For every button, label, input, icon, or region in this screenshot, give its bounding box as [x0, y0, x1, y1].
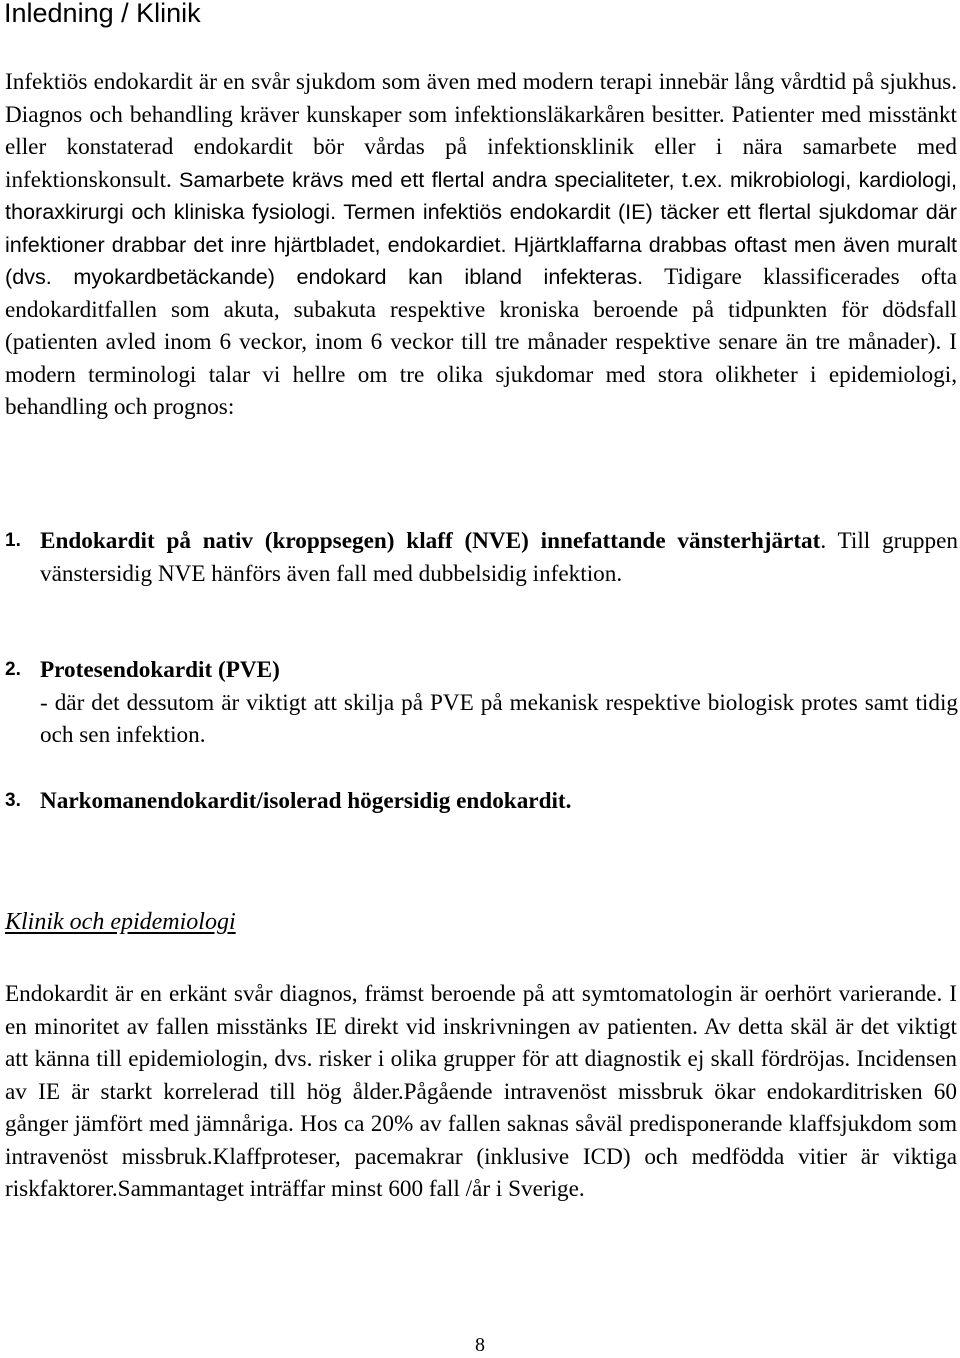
section-heading: Inledning / Klinik	[4, 0, 201, 28]
list-text: - där det dessutom är viktigt att skilja på PVE på mekanisk respektive biologisk protes samt tidig och sen infektion.	[40, 689, 958, 748]
page-number: 8	[475, 1334, 485, 1356]
intro-text-part2: Samarbete krävs med ett flertal andra specialiteter, t.ex. mikrobiologi, kardiologi, thoraxkirurgi och kliniska fysiologi. Termen infektiös endokardit (IE) täcker ett flertal sjukdomar där infektioner drabbar det inre hjärtbladet, endokardiet. Hjärtklaffarna drabbas oftast men även muralt (dvs. myokardbetäckande) endokard kan ibland infekteras.	[5, 166, 957, 289]
clinic-paragraph: Endokardit är en erkänt svår diagnos, främst beroende på att symtomatologin är oerhört varierande. I en minoritet av fallen misstänks IE direkt vid inskrivningen av patienten. Av detta skäl är det viktigt att känna till epidemiologin, dvs. risker i olika grupper för att diagnostik ej skall fördröjas. Incidensen av IE är starkt korrelerad till hög ålder.Pågående intravenöst missbruk ökar endokarditrisken 60 gånger jämfört med jämnåriga. Hos ca 20% av fallen saknas såväl predisponerande klaffsjukdom som intravenöst missbruk.Klaffproteser, pacemakrar (inklusive ICD) och medfödda vitier är viktiga riskfaktorer.Sammantaget inträffar minst 600 fall /år i Sverige.	[5, 981, 957, 1202]
list-body	[40, 785, 958, 818]
subsection-heading: Klinik och epidemiologi	[5, 909, 236, 935]
intro-text-part1: Infektiös endokardit är en svår sjukdom som även med modern terapi innebär lång vårdtid på sjukhus. Diagnos och behandling kräver kunskaper som infektionsläkarkåren besitter. Patienter med misstänkt eller konstaterad endokardit bör vårdas på infektionsklinik eller i nära samarbete med infektionskonsult.	[5, 69, 957, 193]
list-item-1	[5, 525, 958, 590]
intro-paragraph	[5, 66, 957, 424]
list-title: Narkomanendokardit/isolerad högersidig endokardit.	[40, 788, 572, 814]
list-text: . Till gruppen vänstersidig NVE hänförs även fall med dubbelsidig infektion.	[40, 528, 958, 587]
list-item-2	[5, 654, 958, 752]
list-body	[40, 654, 958, 752]
list-number: 1.	[5, 530, 21, 551]
list-body	[40, 525, 958, 590]
list-number: 2.	[5, 659, 21, 680]
intro-text-part3: Tidigare klassificerades ofta endokarditfallen som akuta, subakuta respektive kroniska beroende på tidpunkten för dödsfall (patienten avled inom 6 veckor, inom 6 veckor till tre månader respektive senare än tre månader). I modern terminologi talar vi hellre om tre olika sjukdomar med stora olikheter i epidemiologi, behandling och prognos:	[5, 264, 957, 420]
list-title: Endokardit på nativ (kroppsegen) klaff (NVE) innefattande vänsterhjärtat	[40, 528, 821, 554]
list-number: 3.	[5, 790, 21, 811]
list-title: Protesendokardit (PVE)	[40, 657, 280, 683]
list-item-3	[5, 785, 958, 818]
